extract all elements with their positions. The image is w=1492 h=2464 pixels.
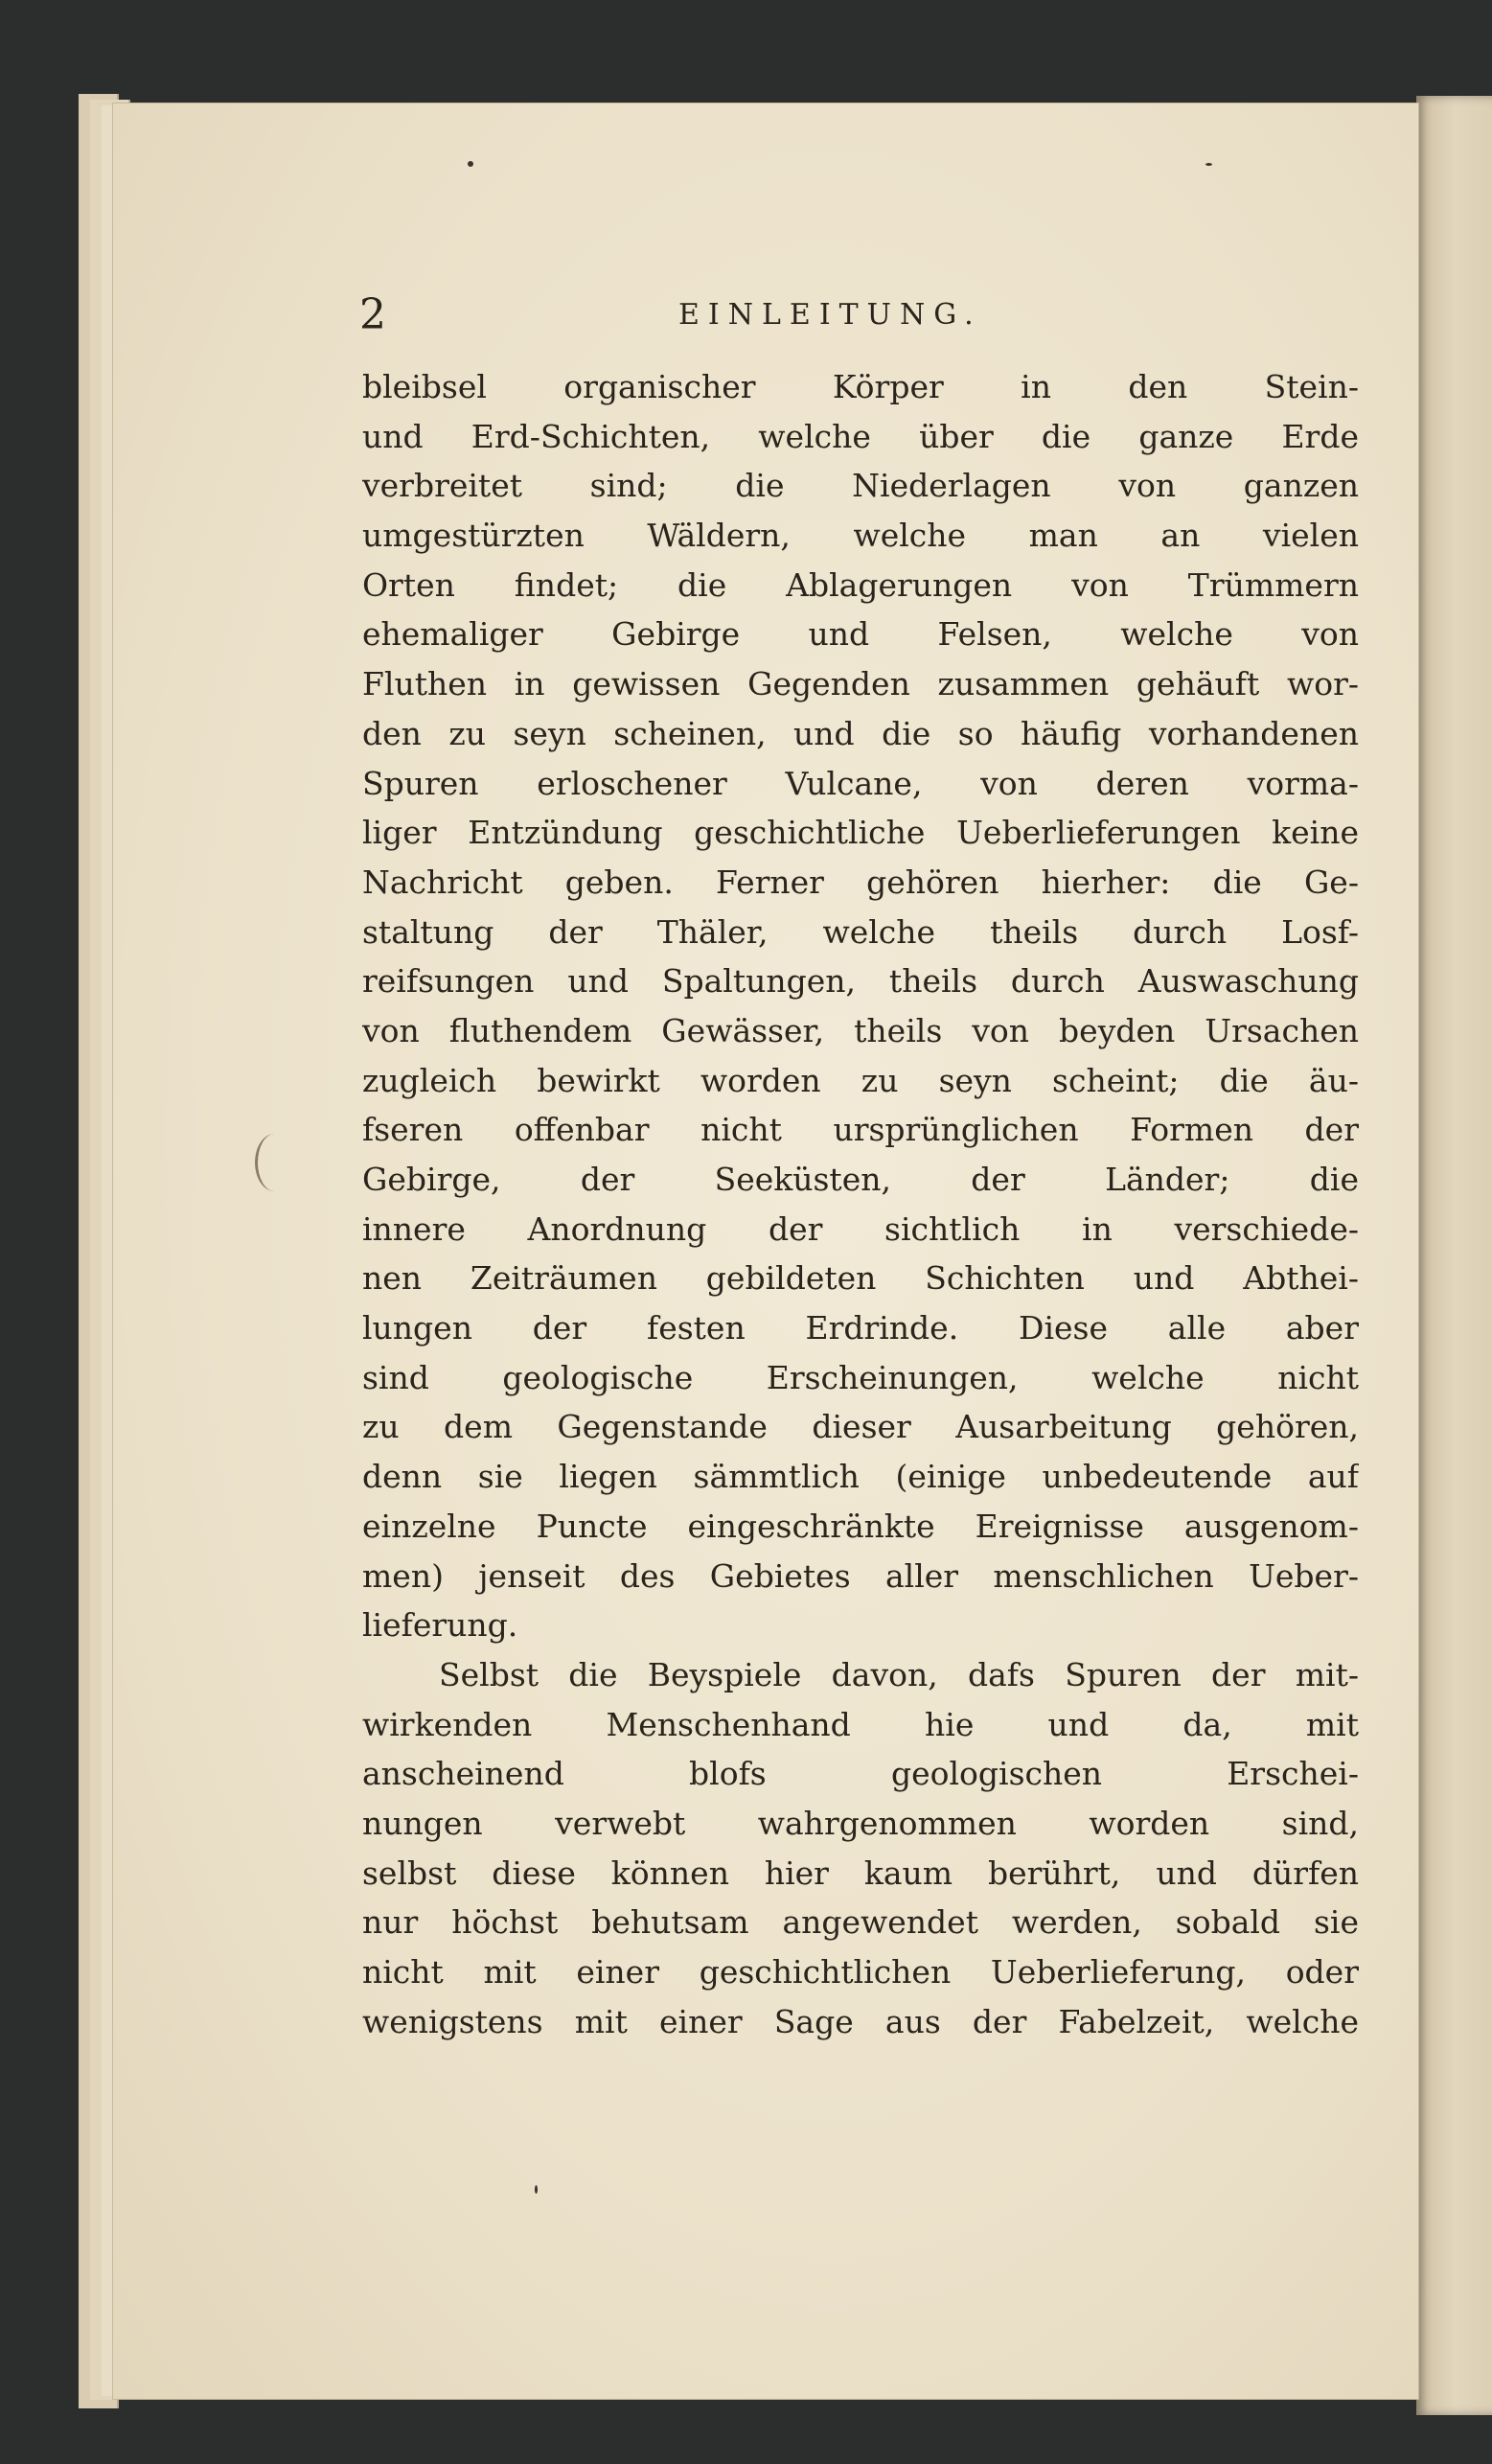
text-line: umgestürzten Wäldern, welche man an vielen [362, 517, 1359, 555]
text-line: nen Zeiträumen gebildeten Schichten und Abthei- [362, 1259, 1359, 1298]
ink-spot [535, 2185, 538, 2194]
text-line: sind geologische Erscheinungen, welche nicht [362, 1358, 1359, 1396]
text-line: Selbst die Beyspiele davon, dafs Spuren der mit- [439, 1655, 1359, 1693]
text-line: Spuren erloschener Vulcane, von deren vorma- [362, 764, 1359, 802]
text-line: men) jenseit des Gebietes aller menschlichen Ueber- [362, 1556, 1359, 1595]
body-text [362, 362, 1359, 2046]
text-line: wenigstens mit einer Sage aus der Fabelzeit, welche [362, 2002, 1359, 2040]
text-line: nicht mit einer geschichtlichen Ueberlieferung, oder [362, 1953, 1359, 1991]
ink-spot [468, 161, 473, 167]
text-line: von fluthendem Gewässer, theils von beyden Ursachen [362, 1011, 1359, 1049]
text-line: einzelne Puncte eingeschränkte Ereignisse ausgenom- [362, 1507, 1359, 1545]
text-line: zugleich bewirkt worden zu seyn scheint; die äu- [362, 1061, 1359, 1099]
text-line: reifsungen und Spaltungen, theils durch Auswaschung [362, 962, 1359, 1001]
text-line: Orten findet; die Ablagerungen von Trümmern [362, 565, 1359, 604]
text-line: denn sie liegen sämmtlich (einige unbedeutende auf [362, 1458, 1359, 1496]
running-head: EINLEITUNG. [678, 298, 982, 332]
paragraph-1 [362, 362, 1359, 1650]
text-line: lieferung. [362, 1606, 518, 1645]
text-line: nungen verwebt wahrgenommen worden sind, [362, 1804, 1359, 1842]
paragraph-2 [362, 1650, 1359, 2047]
text-line: ehemaliger Gebirge und Felsen, welche von [362, 615, 1359, 654]
text-line: Fluthen in gewissen Gegenden zusammen gehäuft wor- [362, 665, 1359, 703]
page-header [240, 290, 1102, 348]
text-line: selbst diese können hier kaum berührt, und dürfen [362, 1854, 1359, 1892]
text-line: Gebirge, der Seeküsten, der Länder; die [362, 1161, 1359, 1198]
text-line: und Erd-Schichten, welche über die ganze Erde [362, 417, 1359, 455]
text-line: liger Entzündung geschichtliche Ueberlieferungen keine [362, 814, 1359, 852]
text-line: staltung der Thäler, welche theils durch Losf- [362, 912, 1359, 951]
page-number: 2 [359, 290, 386, 339]
text-line: den zu seyn scheinen, und die so häufig vorhandenen [362, 714, 1359, 752]
ink-spot [1205, 163, 1212, 166]
text-line: anscheinend blofs geologischen Erschei- [362, 1755, 1359, 1793]
text-line: Nachricht geben. Ferner gehören hierher: die Ge- [362, 863, 1359, 901]
text-line: verbreitet sind; die Niederlagen von ganzen [362, 467, 1359, 505]
paper-mark [255, 1134, 294, 1191]
text-line: bleibsel organischer Körper in den Stein- [362, 368, 1359, 405]
adjacent-page-edge [1416, 96, 1492, 2415]
text-line: fseren offenbar nicht ursprünglichen Formen der [362, 1111, 1359, 1149]
text-line: wirkenden Menschenhand hie und da, mit [362, 1705, 1359, 1743]
text-line: lungen der festen Erdrinde. Diese alle aber [362, 1309, 1359, 1347]
text-line: innere Anordnung der sichtlich in verschiede- [362, 1209, 1359, 1248]
text-line: nur höchst behutsam angewendet werden, sobald sie [362, 1903, 1359, 1942]
text-line: zu dem Gegenstande dieser Ausarbeitung gehören, [362, 1408, 1359, 1446]
